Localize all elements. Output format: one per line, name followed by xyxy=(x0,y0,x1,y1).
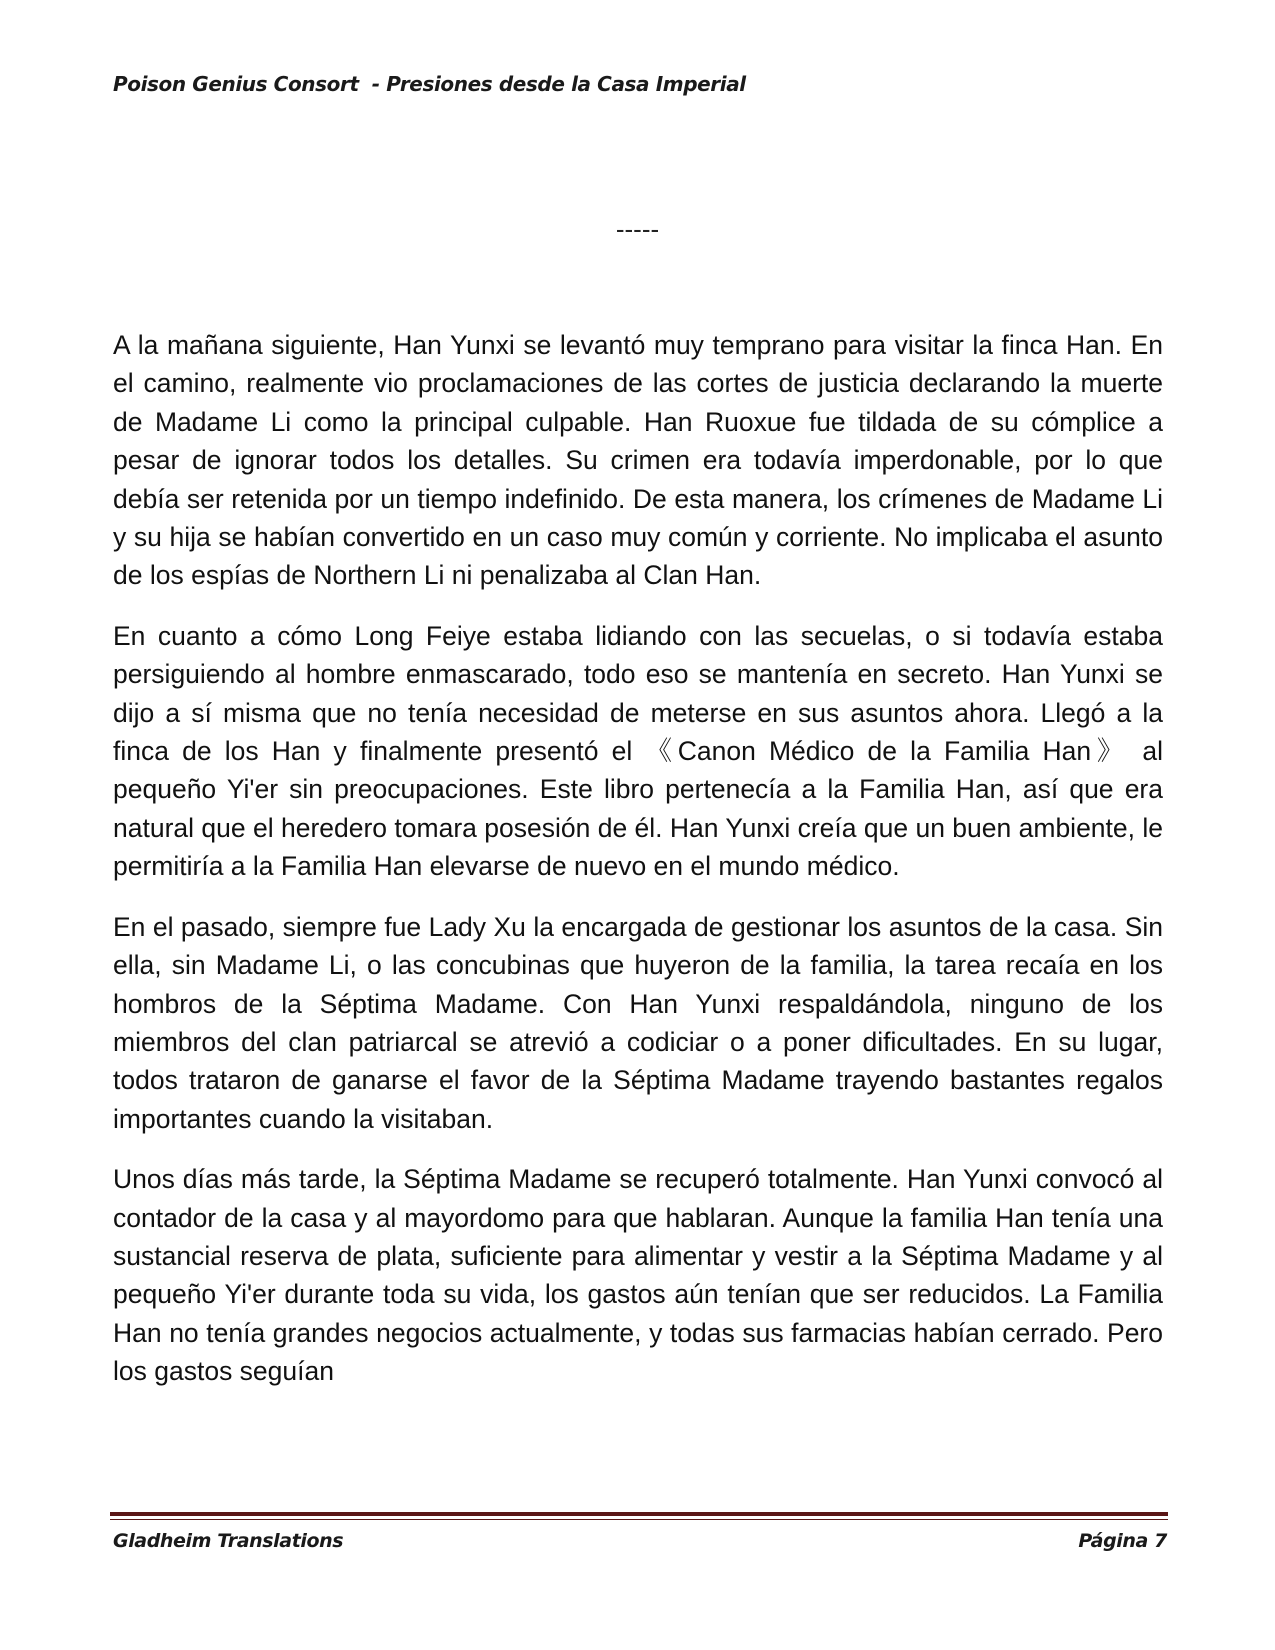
footer-publisher: Gladheim Translations xyxy=(113,1530,344,1552)
paragraph-4: Unos días más tarde, la Séptima Madame se recuperó totalmente. Han Yunxi convocó al contador de la casa y al mayordomo para que hablaran. Aunque la familia Han tenía una sustancial reserva de plata, suficiente para alimentar y vestir a la Séptima Madame y al pequeño Yi'er durante toda su vida, los gastos aún tenían que ser reducidos. La Familia Han no tenía grandes negocios actualmente, y todas sus farmacias habían cerrado. Pero los gastos seguían xyxy=(113,1164,1163,1387)
footer-page-number: Página 7 xyxy=(1078,1530,1167,1552)
page-header-title: Poison Genius Consort - Presiones desde la Casa Imperial xyxy=(113,72,746,96)
body-text xyxy=(113,326,1163,1413)
paragraph-3: En el pasado, siempre fue Lady Xu la encargada de gestionar los asuntos de la casa. Sin ella, sin Madame Li, o las concubinas que huyeron de la familia, la tarea recaía en los hombros de la Séptima Madame. Con Han Yunxi respaldándola, ninguno de los miembros del clan patriarcal se atrevió a codiciar o a poner dificultades. En su lugar, todos trataron de ganarse el favor de la Séptima Madame trayendo bastantes regalos importantes cuando la visitaban. xyxy=(113,911,1163,1134)
footer-divider-thin xyxy=(110,1519,1168,1520)
paragraph-2: En cuanto a cómo Long Feiye estaba lidiando con las secuelas, o si todavía estaba persiguiendo al hombre enmascarado, todo eso se mantenía en secreto. Han Yunxi se dijo a sí misma que no tenía necesidad de meterse en sus asuntos ahora. Llegó a la finca de los Han y finalmente presentó el 《Canon Médico de la Familia Han》 al pequeño Yi'er sin preocupaciones. Este libro pertenecía a la Familia Han, así que era natural que el heredero tomara posesión de él. Han Yunxi creía que un buen ambiente, le permitiría a la Familia Han elevarse de nuevo en el mundo médico. xyxy=(113,620,1163,882)
section-separator: ----- xyxy=(615,214,660,244)
paragraph-1: A la mañana siguiente, Han Yunxi se levantó muy temprano para visitar la finca Han. En el camino, realmente vio proclamaciones de las cortes de justicia declarando la muerte de Madame Li como la principal culpable. Han Ruoxue fue tildada de su cómplice a pesar de ignorar todos los detalles. Su crimen era todavía imperdonable, por lo que debía ser retenida por un tiempo indefinido. De esta manera, los crímenes de Madame Li y su hija se habían convertido en un caso muy común y corriente. No implicaba el asunto de los espías de Northern Li ni penalizaba al Clan Han. xyxy=(113,330,1163,591)
footer-divider xyxy=(110,1512,1168,1516)
